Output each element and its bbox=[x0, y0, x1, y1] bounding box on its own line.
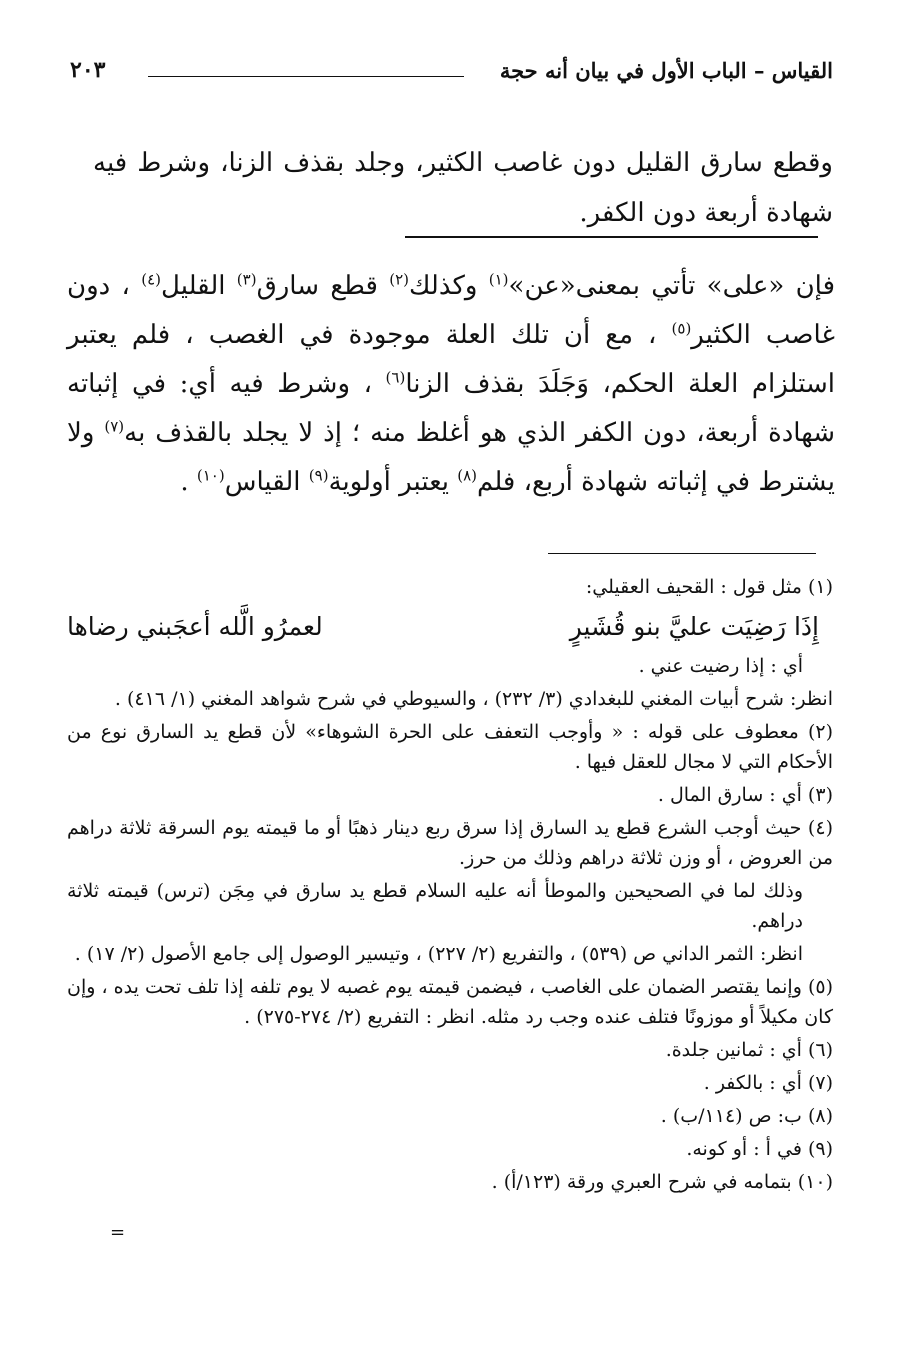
footnote-4-continued: وذلك لما في الصحيحين والموطأ أنه عليه السلام قطع يد سارق في مِجَن (ترس) قيمته ثلاثة دراهم. bbox=[67, 880, 803, 932]
footnote-marker: (٧) bbox=[104, 417, 125, 436]
footnote-1-meaning: أي : إذا رضيت عني . bbox=[638, 655, 803, 677]
commentary-segment: . bbox=[180, 467, 189, 497]
verse-second-hemistich: لعمرُو الَّله أعجَبني رضاها bbox=[67, 612, 323, 641]
running-header-title: القياس – الباب الأول في بيان أنه حجة bbox=[499, 58, 833, 83]
footnotes bbox=[67, 572, 833, 1200]
footnote-5: (٥) وإنما يقتصر الضمان على الغاصب ، فيضمن قيمته يوم غصبه لا يوم تلفه إذا تلف تحت يده ، وإن كان مكيلاً أو موزونًا فتلف عنده وجب رد مثله. انظر : التفريع (٢/ ٢٧٤-٢٧٥) . bbox=[67, 976, 833, 1028]
page-number: ٢٠٣ bbox=[70, 57, 106, 83]
footnote-10: (١٠) بتمامه في شرح العبري ورقة (١٢٣/أ) . bbox=[491, 1171, 833, 1193]
matn-separator-rule bbox=[405, 236, 818, 238]
verse-first-hemistich: إِذَا رَضِيَت عليَّ بنو قُشَيرٍ bbox=[569, 612, 819, 641]
commentary-segment: وكذلك bbox=[409, 271, 478, 301]
commentary-segment: قطع سارق bbox=[256, 271, 378, 301]
footnote-7: (٧) أي : بالكفر . bbox=[703, 1072, 833, 1094]
footnote-marker: (٥) bbox=[671, 319, 692, 338]
footnote-marker: (٣) bbox=[236, 270, 257, 289]
footnote-9: (٩) في أ : أو كونه. bbox=[686, 1138, 833, 1160]
commentary-segment: يعتبر أولوية bbox=[328, 467, 449, 497]
header-rule bbox=[148, 76, 464, 77]
footnote-4-reference: انظر: الثمر الداني ص (٥٣٩) ، والتفريع (٢/ ٢٢٧) ، وتيسير الوصول إلى جامع الأصول (٢/ ١٧) . bbox=[74, 943, 803, 965]
footnote-marker: (٩) bbox=[308, 466, 329, 485]
commentary-segment: ولا يشترط في إثباته شهادة أربع، فلم bbox=[67, 418, 835, 497]
continuation-mark: = bbox=[110, 1222, 126, 1243]
commentary-segment: القياس bbox=[224, 467, 301, 497]
footnote-marker: (٢) bbox=[389, 270, 410, 289]
footnote-marker: (٤) bbox=[141, 270, 162, 289]
commentary-segment: فإن «على» تأتي بمعنى«عن» bbox=[508, 271, 836, 301]
footnote-8: (٨) ب: ص (١١٤/ب) . bbox=[660, 1105, 833, 1127]
commentary-segment: ، دون غاصب الكثير bbox=[67, 271, 836, 350]
footnote-3: (٣) أي : سارق المال . bbox=[657, 784, 833, 806]
commentary-text bbox=[67, 262, 835, 507]
poetry-verse bbox=[67, 605, 833, 649]
footnote-marker: (٦) bbox=[385, 368, 406, 387]
footnote-separator-rule bbox=[548, 553, 816, 554]
footnote-6: (٦) أي : ثمانين جلدة. bbox=[665, 1039, 833, 1061]
commentary-segment: ، وشرط فيه أي: في إثباته شهادة أربعة، دون الكفر الذي هو أغلظ منه ؛ إذ لا يجلد بالقذف به bbox=[67, 369, 835, 448]
footnote-1-reference: انظر: شرح أبيات المغني للبغدادي (٣/ ٢٣٢) ، والسيوطي في شرح شواهد المغني (١/ ٤١٦) . bbox=[114, 688, 833, 710]
footnote-marker: (١) bbox=[488, 270, 509, 289]
matn-text: وقطع سارق القليل دون غاصب الكثير، وجلد بقذف الزنا، وشرط فيه شهادة أربعة دون الكفر. bbox=[93, 148, 833, 228]
footnote-marker: (١٠) bbox=[196, 466, 225, 485]
commentary-segment: القليل bbox=[161, 271, 226, 301]
footnote-2: (٢) معطوف على قوله : « وأوجب التعفف على الحرة الشوهاء» لأن قطع يد السارق نوع من الأحكام التي لا مجال للعقل فيها . bbox=[67, 721, 833, 773]
commentary-segment: ، مع أن تلك العلة موجودة في الغصب ، فلم يعتبر استلزام العلة الحكم، وَجَلَدَ بقذف الزنا bbox=[67, 320, 835, 399]
footnote-marker: (٨) bbox=[457, 466, 478, 485]
footnote-4: (٤) حيث أوجب الشرع قطع يد السارق إذا سرق ربع دينار ذهبًا أو ما قيمته يوم السرقة ثلاثة دراهم من العروض ، أو وزن ثلاثة دراهم وذلك من حرز. bbox=[67, 817, 833, 869]
footnote-1-intro: (١) مثل قول : القحيف العقيلي: bbox=[585, 576, 833, 598]
